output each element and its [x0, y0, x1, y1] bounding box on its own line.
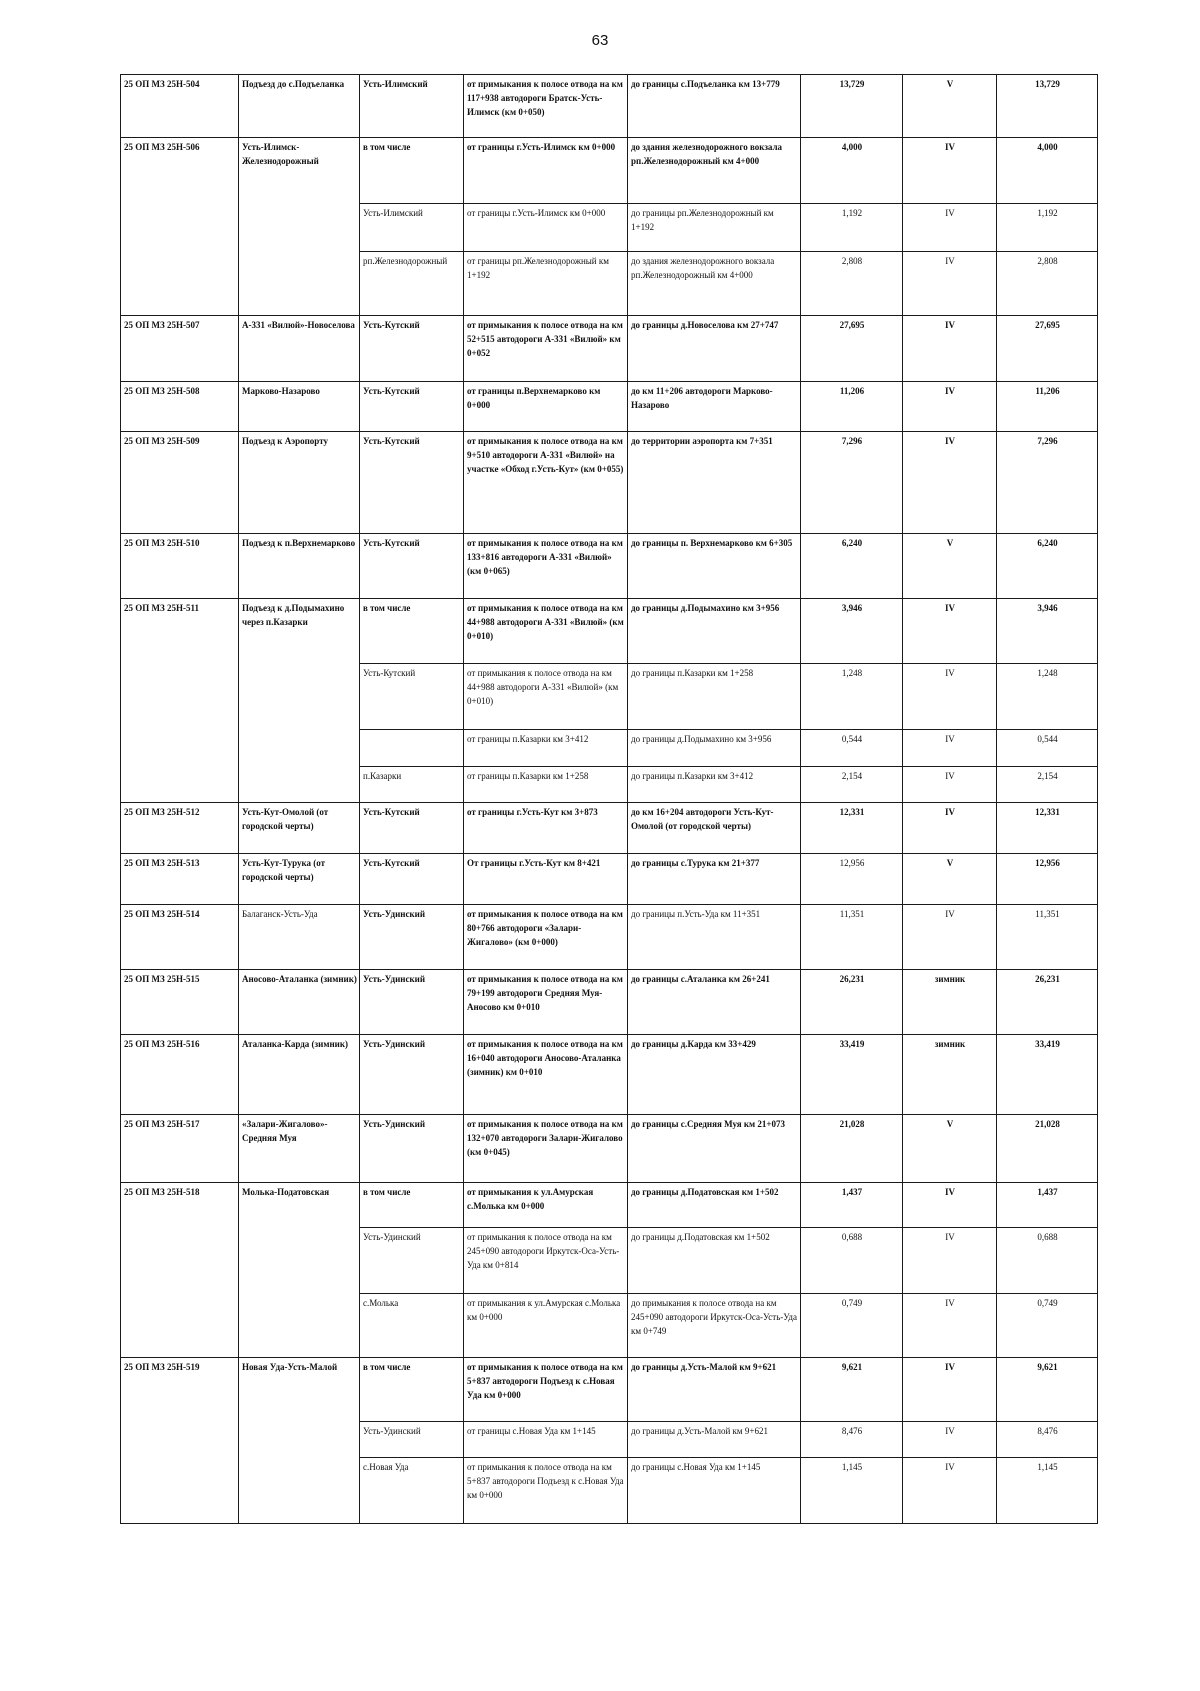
start-point: от примыкания к полосе отвода на км 5+837 автодороги Подъезд к с.Новая Уда км 0+000: [464, 1358, 628, 1422]
length: 4,000: [801, 138, 903, 204]
road-name: Усть-Кут-Омолой (от городской черты): [239, 803, 360, 854]
district: Усть-Удинский: [360, 970, 464, 1035]
start-point: от примыкания к ул.Амурская с.Молька км 0+000: [464, 1183, 628, 1228]
road-name: Подъезд к п.Верхнемарково: [239, 534, 360, 599]
road-code: 25 ОП МЗ 25Н-510: [121, 534, 239, 599]
table-row: [121, 1035, 1098, 1115]
total-length: 8,476: [997, 1422, 1098, 1458]
district: Усть-Кутский: [360, 432, 464, 534]
district: Усть-Кутский: [360, 316, 464, 382]
road-name: Подъезд к д.Подымахино через п.Казарки: [239, 599, 360, 803]
road-name: Подъезд до с.Подъеланка: [239, 75, 360, 138]
end-point: до границы д.Новоселова км 27+747: [628, 316, 801, 382]
start-point: от примыкания к полосе отвода на км 9+510 автодороги А-331 «Вилюй» на участке «Обход г.Усть-Кут» (км 0+055): [464, 432, 628, 534]
length: 3,946: [801, 599, 903, 664]
start-point: от примыкания к полосе отвода на км 52+515 автодороги А-331 «Вилюй» км 0+052: [464, 316, 628, 382]
length: 2,808: [801, 252, 903, 316]
total-length: 13,729: [997, 75, 1098, 138]
start-point: от границы г.Усть-Илимск км 0+000: [464, 138, 628, 204]
road-code: 25 ОП МЗ 25Н-513: [121, 854, 239, 905]
category: IV: [903, 252, 997, 316]
category: IV: [903, 316, 997, 382]
length: 9,621: [801, 1358, 903, 1422]
total-length: 11,206: [997, 382, 1098, 432]
district: Усть-Удинский: [360, 905, 464, 970]
category: IV: [903, 204, 997, 252]
total-length: 11,351: [997, 905, 1098, 970]
length: 1,192: [801, 204, 903, 252]
category: IV: [903, 1294, 997, 1358]
total-length: 1,248: [997, 664, 1098, 730]
category: IV: [903, 730, 997, 767]
total-length: 9,621: [997, 1358, 1098, 1422]
category: IV: [903, 1358, 997, 1422]
road-code: 25 ОП МЗ 25Н-519: [121, 1358, 239, 1524]
category: IV: [903, 767, 997, 803]
start-point: от примыкания к полосе отвода на км 133+816 автодороги А-331 «Вилюй» (км 0+065): [464, 534, 628, 599]
road-name: «Залари-Жигалово»-Средняя Муя: [239, 1115, 360, 1183]
length: 12,331: [801, 803, 903, 854]
total-length: 7,296: [997, 432, 1098, 534]
end-point: до границы п.Усть-Уда км 11+351: [628, 905, 801, 970]
length: 8,476: [801, 1422, 903, 1458]
start-point: от примыкания к ул.Амурская с.Молька км 0+000: [464, 1294, 628, 1358]
road-code: 25 ОП МЗ 25Н-507: [121, 316, 239, 382]
length: 21,028: [801, 1115, 903, 1183]
total-length: 12,331: [997, 803, 1098, 854]
road-name: А-331 «Вилюй»-Новоселова: [239, 316, 360, 382]
end-point: до границы д.Карда км 33+429: [628, 1035, 801, 1115]
length: 11,351: [801, 905, 903, 970]
start-point: от границы г.Усть-Кут км 3+873: [464, 803, 628, 854]
category: IV: [903, 1228, 997, 1294]
length: 0,544: [801, 730, 903, 767]
length: 1,437: [801, 1183, 903, 1228]
district: в том числе: [360, 599, 464, 664]
total-length: 3,946: [997, 599, 1098, 664]
district: с.Молька: [360, 1294, 464, 1358]
total-length: 12,956: [997, 854, 1098, 905]
length: 27,695: [801, 316, 903, 382]
end-point: до границы с.Средняя Муя км 21+073: [628, 1115, 801, 1183]
category: IV: [903, 1422, 997, 1458]
start-point: от примыкания к полосе отвода на км 5+837 автодороги Подъезд к с.Новая Уда км 0+000: [464, 1458, 628, 1524]
category: IV: [903, 432, 997, 534]
road-code: 25 ОП МЗ 25Н-517: [121, 1115, 239, 1183]
total-length: 26,231: [997, 970, 1098, 1035]
length: 0,749: [801, 1294, 903, 1358]
table-row: [121, 905, 1098, 970]
total-length: 1,192: [997, 204, 1098, 252]
category: IV: [903, 138, 997, 204]
end-point: до границы рп.Железнодорожный км 1+192: [628, 204, 801, 252]
district: Усть-Илимский: [360, 204, 464, 252]
total-length: 21,028: [997, 1115, 1098, 1183]
start-point: от границы п.Казарки км 3+412: [464, 730, 628, 767]
table-row: [121, 382, 1098, 432]
road-code: 25 ОП МЗ 25Н-518: [121, 1183, 239, 1358]
start-point: от границы г.Усть-Илимск км 0+000: [464, 204, 628, 252]
length: 12,956: [801, 854, 903, 905]
end-point: до здания железнодорожного вокзала рп.Железнодорожный км 4+000: [628, 138, 801, 204]
end-point: до границы д.Подымахино км 3+956: [628, 599, 801, 664]
road-name: Молька-Податовская: [239, 1183, 360, 1358]
district: Усть-Удинский: [360, 1422, 464, 1458]
end-point: до границы п. Верхнемарково км 6+305: [628, 534, 801, 599]
total-length: 0,749: [997, 1294, 1098, 1358]
length: 13,729: [801, 75, 903, 138]
category: IV: [903, 1183, 997, 1228]
district: в том числе: [360, 138, 464, 204]
category: зимник: [903, 970, 997, 1035]
district: Усть-Илимский: [360, 75, 464, 138]
length: 33,419: [801, 1035, 903, 1115]
length: 6,240: [801, 534, 903, 599]
end-point: до границы с.Подъеланка км 13+779: [628, 75, 801, 138]
district: [360, 730, 464, 767]
total-length: 33,419: [997, 1035, 1098, 1115]
end-point: до границы с.Аталанка км 26+241: [628, 970, 801, 1035]
road-code: 25 ОП МЗ 25Н-508: [121, 382, 239, 432]
category: IV: [903, 905, 997, 970]
end-point: до примыкания к полосе отвода на км 245+090 автодороги Иркутск-Оса-Усть-Уда км 0+749: [628, 1294, 801, 1358]
district: в том числе: [360, 1183, 464, 1228]
category: V: [903, 1115, 997, 1183]
total-length: 2,808: [997, 252, 1098, 316]
table-row: [121, 138, 1098, 204]
end-point: до км 16+204 автодороги Усть-Кут-Омолой (от городской черты): [628, 803, 801, 854]
length: 1,248: [801, 664, 903, 730]
district: Усть-Кутский: [360, 854, 464, 905]
table-row: [121, 599, 1098, 664]
end-point: до территории аэропорта км 7+351: [628, 432, 801, 534]
length: 26,231: [801, 970, 903, 1035]
end-point: до границы п.Казарки км 1+258: [628, 664, 801, 730]
table-row: [121, 1115, 1098, 1183]
start-point: от примыкания к полосе отвода на км 79+199 автодороги Средняя Муя-Аносово км 0+010: [464, 970, 628, 1035]
end-point: до границы с.Новая Уда км 1+145: [628, 1458, 801, 1524]
total-length: 1,437: [997, 1183, 1098, 1228]
table-row: [121, 1183, 1098, 1228]
start-point: от примыкания к полосе отвода на км 44+988 автодороги А-331 «Вилюй» (км 0+010): [464, 664, 628, 730]
category: V: [903, 75, 997, 138]
start-point: от примыкания к полосе отвода на км 132+070 автодороги Залари-Жигалово (км 0+045): [464, 1115, 628, 1183]
length: 11,206: [801, 382, 903, 432]
table-row: [121, 970, 1098, 1035]
length: 1,145: [801, 1458, 903, 1524]
road-name: Новая Уда-Усть-Малой: [239, 1358, 360, 1524]
district: Усть-Удинский: [360, 1035, 464, 1115]
road-code: 25 ОП МЗ 25Н-512: [121, 803, 239, 854]
end-point: до границы с.Турука км 21+377: [628, 854, 801, 905]
road-code: 25 ОП МЗ 25Н-511: [121, 599, 239, 803]
page-number: 63: [591, 32, 609, 49]
category: IV: [903, 1458, 997, 1524]
category: IV: [903, 599, 997, 664]
district: п.Казарки: [360, 767, 464, 803]
start-point: от примыкания к полосе отвода на км 16+040 автодороги Аносово-Аталанка (зимник) км 0+010: [464, 1035, 628, 1115]
end-point: до границы д.Усть-Малой км 9+621: [628, 1358, 801, 1422]
district: Усть-Кутский: [360, 664, 464, 730]
roads-table: [120, 74, 1098, 1524]
table-row: [121, 432, 1098, 534]
end-point: до границы д.Усть-Малой км 9+621: [628, 1422, 801, 1458]
road-code: 25 ОП МЗ 25Н-506: [121, 138, 239, 316]
start-point: от границы с.Новая Уда км 1+145: [464, 1422, 628, 1458]
category: V: [903, 534, 997, 599]
district: Усть-Кутский: [360, 803, 464, 854]
category: IV: [903, 664, 997, 730]
table-row: [121, 803, 1098, 854]
road-code: 25 ОП МЗ 25Н-509: [121, 432, 239, 534]
start-point: от примыкания к полосе отвода на км 117+938 автодороги Братск-Усть-Илимск (км 0+050): [464, 75, 628, 138]
start-point: от примыкания к полосе отвода на км 44+988 автодороги А-331 «Вилюй» (км 0+010): [464, 599, 628, 664]
start-point: От границы г.Усть-Кут км 8+421: [464, 854, 628, 905]
category: IV: [903, 382, 997, 432]
table-row: [121, 534, 1098, 599]
road-name: Подъезд к Аэропорту: [239, 432, 360, 534]
district: Усть-Кутский: [360, 382, 464, 432]
total-length: 2,154: [997, 767, 1098, 803]
end-point: до км 11+206 автодороги Марково-Назарово: [628, 382, 801, 432]
road-code: 25 ОП МЗ 25Н-504: [121, 75, 239, 138]
category: зимник: [903, 1035, 997, 1115]
total-length: 6,240: [997, 534, 1098, 599]
road-code: 25 ОП МЗ 25Н-515: [121, 970, 239, 1035]
table-row: [121, 1358, 1098, 1422]
district: Усть-Удинский: [360, 1115, 464, 1183]
road-name: Аносово-Аталанка (зимник): [239, 970, 360, 1035]
table-row: [121, 316, 1098, 382]
road-name: Балаганск-Усть-Уда: [239, 905, 360, 970]
length: 7,296: [801, 432, 903, 534]
end-point: до границы д.Податовская км 1+502: [628, 1228, 801, 1294]
category: V: [903, 854, 997, 905]
total-length: 0,544: [997, 730, 1098, 767]
road-name: Усть-Кут-Турука (от городской черты): [239, 854, 360, 905]
district: с.Новая Уда: [360, 1458, 464, 1524]
total-length: 4,000: [997, 138, 1098, 204]
start-point: от границы рп.Железнодорожный км 1+192: [464, 252, 628, 316]
end-point: до границы д.Подымахино км 3+956: [628, 730, 801, 767]
start-point: от границы п.Казарки км 1+258: [464, 767, 628, 803]
start-point: от примыкания к полосе отвода на км 80+766 автодороги «Залари-Жигалово» (км 0+000): [464, 905, 628, 970]
start-point: от примыкания к полосе отвода на км 245+090 автодороги Иркутск-Оса-Усть-Уда км 0+814: [464, 1228, 628, 1294]
road-code: 25 ОП МЗ 25Н-514: [121, 905, 239, 970]
district: Усть-Кутский: [360, 534, 464, 599]
total-length: 1,145: [997, 1458, 1098, 1524]
total-length: 0,688: [997, 1228, 1098, 1294]
length: 2,154: [801, 767, 903, 803]
road-name: Усть-Илимск-Железнодорожный: [239, 138, 360, 316]
category: IV: [903, 803, 997, 854]
table-row: [121, 75, 1098, 138]
road-code: 25 ОП МЗ 25Н-516: [121, 1035, 239, 1115]
end-point: до здания железнодорожного вокзала рп.Железнодорожный км 4+000: [628, 252, 801, 316]
road-name: Марково-Назарово: [239, 382, 360, 432]
end-point: до границы д.Податовская км 1+502: [628, 1183, 801, 1228]
total-length: 27,695: [997, 316, 1098, 382]
district: Усть-Удинский: [360, 1228, 464, 1294]
road-name: Аталанка-Карда (зимник): [239, 1035, 360, 1115]
table-row: [121, 854, 1098, 905]
district: в том числе: [360, 1358, 464, 1422]
length: 0,688: [801, 1228, 903, 1294]
start-point: от границы п.Верхнемарково км 0+000: [464, 382, 628, 432]
district: рп.Железнодорожный: [360, 252, 464, 316]
end-point: до границы п.Казарки км 3+412: [628, 767, 801, 803]
